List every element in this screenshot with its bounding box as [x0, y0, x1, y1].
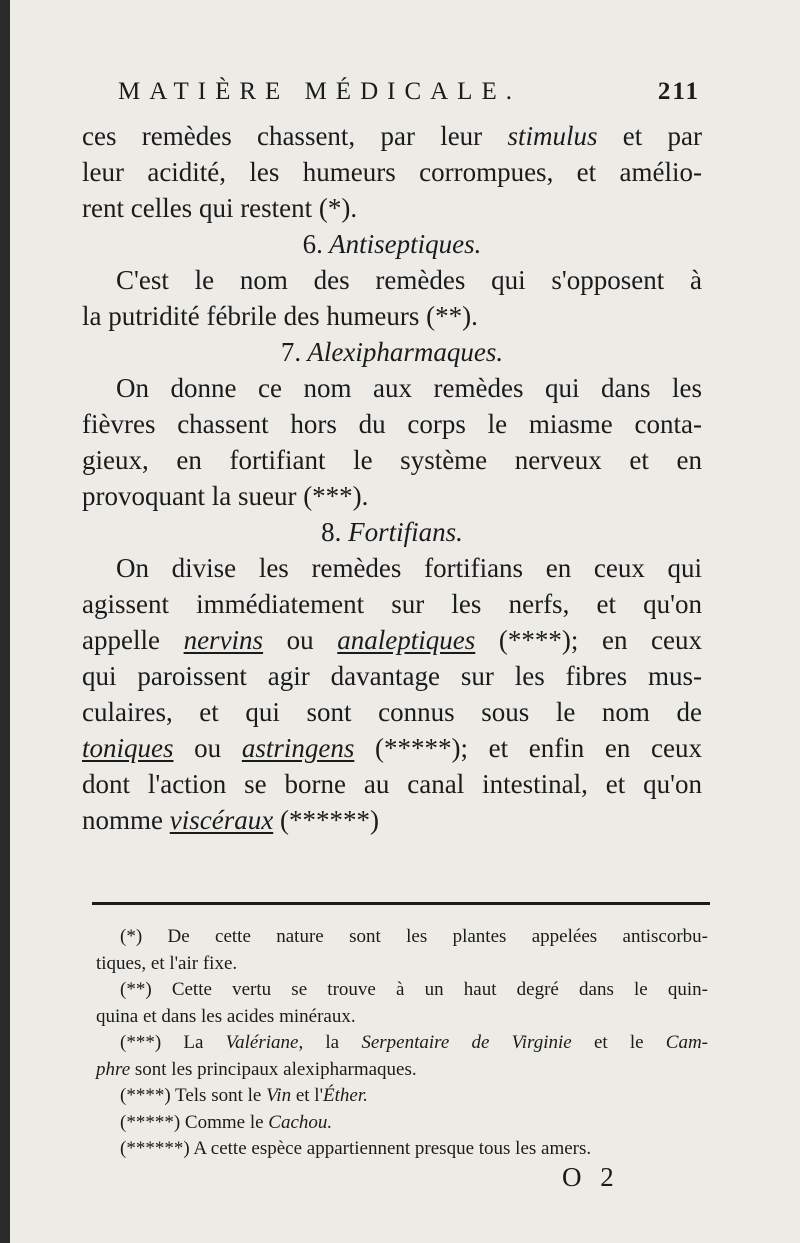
body-line: provoquant la sueur (***). — [82, 481, 369, 511]
toniques-word: toniques — [82, 733, 174, 763]
body-line: On divise les remèdes fortifians en ceux qui — [116, 553, 702, 583]
running-title: MATIÈRE MÉDICALE. — [118, 78, 521, 105]
footnote-line: tiques, et l'air fixe. — [96, 952, 238, 974]
footnote-line: (******) A cette espèce appartiennent presque tous les amers. — [120, 1138, 592, 1159]
body-line: rent celles qui restent (*). — [82, 193, 358, 223]
running-head — [118, 78, 708, 114]
body-line: qui paroissent agir davantage sur les fibres mus- — [82, 661, 702, 691]
body-line: C'est le nom des remèdes qui s'opposent à — [116, 265, 702, 295]
section-heading-7: 7. Alexipharmaques. — [280, 337, 504, 367]
visceraux-word: viscéraux — [169, 805, 274, 835]
body-line: leur acidité, les humeurs corrompues, et amélio- — [82, 157, 702, 187]
body-line: nomme viscéraux (******) — [82, 805, 379, 835]
footnote-line: phre sont les principaux alexipharmaques. — [96, 1058, 417, 1080]
footnote-rule — [92, 902, 710, 905]
page-number: 211 — [657, 78, 700, 105]
body-text — [82, 118, 702, 838]
analeptiques-word: analeptiques — [337, 625, 476, 655]
body-line: agissent immédiatement sur les nerfs, et qu'on — [82, 589, 702, 619]
body-line: On donne ce nom aux remèdes qui dans les — [116, 373, 702, 403]
signature-mark: O 2 — [562, 1162, 620, 1192]
section-heading-8: 8. Fortifians. — [321, 517, 463, 547]
body-line: culaires, et qui sont connus sous le nom de — [82, 697, 702, 727]
footnote-line: (*****) Comme le Cachou. — [120, 1111, 333, 1133]
footnotes — [96, 924, 708, 1163]
body-line: toniques ou astringens (*****); et enfin en ceux — [82, 733, 702, 763]
body-line: appelle nervins ou analeptiques (****); en ceux — [82, 625, 703, 655]
astringens-word: astringens — [241, 733, 355, 763]
page-edge-shadow — [0, 0, 10, 1243]
footnote-line: (*) De cette nature sont les plantes appelées antiscorbu- — [120, 926, 708, 947]
nervins-word: nervins — [183, 625, 264, 655]
section-heading-6: 6. Antiseptiques. — [302, 229, 482, 259]
stimulus-word: stimulus — [507, 121, 598, 151]
footnote-line: quina et dans les acides minéraux. — [96, 1005, 356, 1027]
body-line: ces remèdes chassent, par leur stimulus et par — [82, 121, 702, 151]
body-line: fièvres chassent hors du corps le miasme conta- — [82, 409, 702, 439]
footnote-line: (****) Tels sont le Vin et l'Éther. — [120, 1085, 368, 1106]
body-line: gieux, en fortifiant le système nerveux et en — [82, 445, 702, 475]
body-line: la putridité fébrile des humeurs (**). — [82, 301, 478, 331]
footnote-line: (**) Cette vertu se trouve à un haut degré dans le quin- — [120, 979, 708, 1000]
footnote-line: (***) La Valériane, la Serpentaire de Virginie et le Cam- — [120, 1032, 709, 1053]
body-line: dont l'action se borne au canal intestinal, et qu'on — [82, 769, 702, 799]
